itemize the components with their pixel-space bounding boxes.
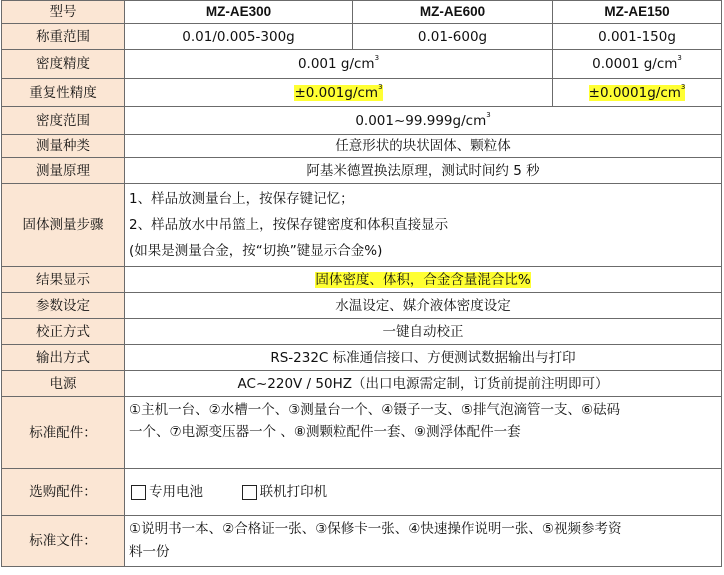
model-ae600: MZ-AE600 — [353, 1, 553, 24]
principle-label: 测量原理 — [2, 158, 125, 184]
result-cell — [125, 267, 722, 293]
std-accessories-row — [2, 397, 722, 469]
model-ae150: MZ-AE150 — [553, 1, 722, 24]
measure-type-value: 任意形状的块状固体、颗粒体 — [125, 135, 722, 158]
density-precision-right-value: 0.0001 g/cm — [592, 56, 678, 72]
solid-steps-cell — [125, 184, 722, 267]
output-label: 输出方式 — [2, 345, 125, 371]
repeatability-left-highlight — [294, 82, 383, 101]
density-precision-label: 密度精度 — [2, 50, 125, 79]
power-row — [2, 371, 722, 397]
repeatability-right — [553, 79, 722, 107]
density-range-value: 0.001~99.999g/cm — [355, 112, 487, 129]
result-value: 固体密度、体积，合金含量混合比% — [315, 271, 531, 288]
result-row — [2, 267, 722, 293]
unit-sup: 3 — [486, 110, 491, 119]
spec-table — [1, 0, 722, 567]
optional-accessories-cell — [125, 469, 722, 516]
battery-option-label: 专用电池 — [149, 484, 203, 500]
repeatability-right-highlight — [588, 82, 686, 101]
solid-step-line: 1、样品放测量台上，按保存键记忆； — [129, 191, 354, 207]
optional-accessories-row — [2, 469, 722, 516]
std-accessories-cell — [125, 397, 722, 469]
solid-steps-row — [2, 184, 722, 267]
range-ae300: 0.01/0.005-300g — [125, 24, 353, 50]
std-accessories-label: 标准配件： — [2, 397, 125, 469]
range-ae600: 0.01-600g — [353, 24, 553, 50]
std-documents-label: 标准文件： — [2, 516, 125, 567]
model-label: 型号 — [2, 1, 125, 24]
accessory-line: 一个、⑦电源变压器一个 、⑧测颗粒配件一套、⑨测浮体配件一套 — [129, 424, 521, 440]
density-range-value-cell — [125, 107, 722, 135]
document-line: ①说明书一本、②合格证一张、③保修卡一张、④快速操作说明一张、⑤视频参考资 — [129, 521, 622, 537]
header-row — [2, 1, 722, 24]
density-range-row — [2, 107, 722, 135]
repeatability-left — [125, 79, 553, 107]
density-precision-left — [125, 50, 553, 79]
printer-checkbox[interactable] — [242, 485, 257, 500]
document-line: 料一份 — [129, 544, 170, 560]
range-row — [2, 24, 722, 50]
calibration-label: 校正方式 — [2, 319, 125, 345]
power-label: 电源 — [2, 371, 125, 397]
solid-step-line: 2、样品放水中吊篮上，按保存键密度和体积直接显示 — [129, 217, 449, 233]
solid-step-line: (如果是测量合金，按“切换”键显示合金%) — [129, 243, 383, 259]
calibration-row — [2, 319, 722, 345]
density-precision-row — [2, 50, 722, 79]
power-value: AC~220V / 50HZ（出口电源需定制，订货前提前注明即可） — [125, 371, 722, 397]
unit-sup: 3 — [378, 82, 383, 91]
battery-checkbox[interactable] — [131, 485, 146, 500]
range-ae150: 0.001-150g — [553, 24, 722, 50]
result-label: 结果显示 — [2, 267, 125, 293]
calibration-value: 一键自动校正 — [125, 319, 722, 345]
unit-sup: 3 — [374, 54, 380, 62]
accessory-line: ①主机一台、②水槽一个、③测量台一个、④镊子一支、⑤排气泡滴管一支、⑥砝码 — [129, 402, 621, 418]
unit-sup: 3 — [680, 82, 686, 91]
repeatability-left-value: ±0.001g/cm — [294, 84, 379, 101]
principle-value: 阿基米德置换法原理，测试时间约 5 秒 — [125, 158, 722, 184]
std-documents-row — [2, 516, 722, 567]
density-range-label: 密度范围 — [2, 107, 125, 135]
range-label: 称重范围 — [2, 24, 125, 50]
solid-steps-label: 固体测量步骤 — [2, 184, 125, 267]
repeatability-row — [2, 79, 722, 107]
measure-type-row — [2, 135, 722, 158]
repeatability-right-value: ±0.0001g/cm — [588, 84, 681, 101]
std-documents-cell — [125, 516, 722, 567]
density-precision-left-value: 0.001 g/cm — [297, 56, 375, 72]
repeatability-label: 重复性精度 — [2, 79, 125, 107]
params-row — [2, 293, 722, 319]
density-precision-right — [553, 50, 722, 79]
output-row — [2, 345, 722, 371]
optional-accessories-label: 选购配件： — [2, 469, 125, 516]
principle-row — [2, 158, 722, 184]
measure-type-label: 测量种类 — [2, 135, 125, 158]
output-value: RS-232C 标准通信接口、方便测试数据输出与打印 — [125, 345, 722, 371]
params-value: 水温设定、媒介液体密度设定 — [125, 293, 722, 319]
printer-option-label: 联机打印机 — [259, 484, 328, 500]
unit-sup: 3 — [677, 54, 682, 62]
model-ae300: MZ-AE300 — [125, 1, 353, 24]
params-label: 参数设定 — [2, 293, 125, 319]
